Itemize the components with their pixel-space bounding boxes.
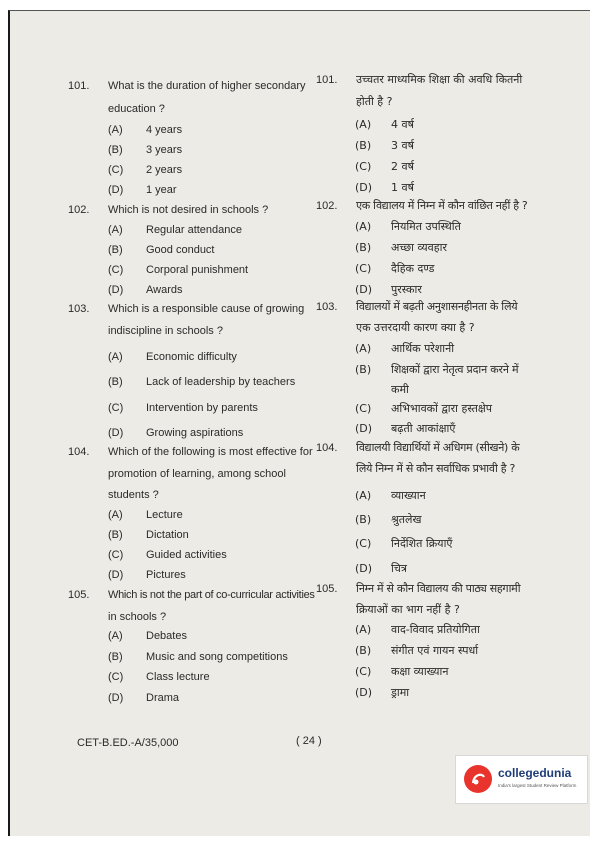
question-text-line1: What is the duration of higher secondary xyxy=(108,80,306,92)
question-text-line1: विद्यालयी विद्यार्थियों में अधिगम (सीखने) के xyxy=(356,441,520,454)
question-number: 104. xyxy=(68,446,90,458)
question-text-line1: Which is not the part of co-curricular activities xyxy=(108,589,315,601)
question-101-en xyxy=(68,79,318,115)
question-text-line3: students ? xyxy=(108,489,159,501)
question-text-line2: promotion of learning, among school xyxy=(108,468,286,480)
question-number: 105. xyxy=(316,583,338,595)
question-text-line1: Which of the following is most effective for xyxy=(108,446,313,458)
paper-code: CET-B.ED.-A/35,000 xyxy=(77,737,179,749)
question-text-line2: in schools ? xyxy=(108,611,167,623)
watermark-brand-name: collegedunia xyxy=(498,766,572,780)
question-text-line1: Which is not desired in schools ? xyxy=(108,204,269,216)
collegedunia-logo-icon xyxy=(464,765,492,793)
question-text-line2: एक उत्तरदायी कारण क्या है ? xyxy=(356,321,475,334)
question-103-en xyxy=(68,302,318,338)
question-105-hi xyxy=(316,582,556,618)
question-text-line2: क्रियाओं का भाग नहीं है ? xyxy=(356,603,460,616)
question-number: 105. xyxy=(68,589,90,601)
question-number: 101. xyxy=(316,74,338,86)
question-text-line2: indiscipline in schools ? xyxy=(108,325,223,337)
question-105-en xyxy=(68,588,318,624)
question-text-line1: एक विद्यालय में निम्न में कौन वांछित नहीं है ? xyxy=(356,199,528,212)
question-text-line1: Which is a responsible cause of growing xyxy=(108,303,305,315)
watermark-tagline: India's largest Student Review Platform xyxy=(498,783,577,788)
question-104-en xyxy=(68,445,318,505)
exam-page: 101. What is the duration of higher secondary education ? (A) 4 years (B) 3 years (C) 2 years (D) 1 year 102. Which is not desired in schools ? (A) Regular attendance (B) Good conduct (C) Corporal punishment (D) Awards 103. Which is a responsible cause of growing indiscipline in schools ? (A) Economic difficulty (B) Lack of leadership by teachers (C) Intervention by parents (D) Growing aspirations 104. Which of the following is most effective for promotion of learning, among school students ? (A) Lecture (B) Dictation (C) Guided activities (D) Pictures 105. Which is not the part of co-curricular activities in schools ? (A) Debates (B) Music and song competitions (C) Class lecture (D) Drama 101. उच्चतर माध्यमिक शिक्षा की अवधि कितनी होती है ? (A) 4 वर्ष (B) 3 वर्ष (C) 2 वर्ष (D) 1 वर्ष 102. एक विद्यालय में निम्न में कौन वांछित नहीं है ? (A) नियमित उपस्थिति (B) अच्छा व्यवहार (C) दैहिक दण्ड (D) पुरस्कार 103. विद्यालयों में बढ़ती अनुशासनहीनता के लिये एक उत्तरदायी कारण क्या है ? (A) आर्थिक परेशानी (B) शिक्षकों द्वारा नेतृत्व प्रदान करने में कमी (C) अभिभावकों द्वारा हस्तक्षेप (D) बढ़ती आकांक्षाएँ 104. विद्यालयी विद्यार्थियों में अधिगम (सीखने) के लिये निम्न में से कौन सर्वाधिक प्रभावी है ? (A) व्याख्यान (B) श्रुतलेख (C) निर्देशित क्रियाएँ (D) चित्र 105. निम्न में से कौन विद्यालय की पाठ्य सहगामी क्रियाओं का भाग नहीं है ? (A) वाद-विवाद प्रतियोगिता (B) संगीत एवं गायन स्पर्धा (C) कक्षा व्याख्यान (D) ड्रामा CET-B.ED.-A/35,000 ( 24 ) xyxy=(8,10,590,836)
question-number: 104. xyxy=(316,442,338,454)
question-text-line1: उच्चतर माध्यमिक शिक्षा की अवधि कितनी xyxy=(356,73,523,86)
question-104-hi xyxy=(316,441,556,477)
question-number: 102. xyxy=(68,204,90,216)
question-102-hi xyxy=(316,199,556,215)
question-number: 102. xyxy=(316,200,338,212)
question-103-hi xyxy=(316,300,556,336)
question-101-hi xyxy=(316,73,556,109)
question-number: 103. xyxy=(68,303,90,315)
question-text-line2: education ? xyxy=(108,103,165,115)
question-text-line2: होती है ? xyxy=(356,95,393,108)
question-text-line2: लिये निम्न में से कौन सर्वाधिक प्रभावी है ? xyxy=(356,462,515,475)
question-number: 103. xyxy=(316,301,338,313)
question-number: 101. xyxy=(68,80,90,92)
collegedunia-watermark xyxy=(455,755,588,804)
question-text-line1: निम्न में से कौन विद्यालय की पाठ्य सहगामी xyxy=(356,582,521,595)
page-number: ( 24 ) xyxy=(296,735,322,747)
question-102-en xyxy=(68,203,318,219)
question-text-line1: विद्यालयों में बढ़ती अनुशासनहीनता के लिये xyxy=(356,300,518,313)
